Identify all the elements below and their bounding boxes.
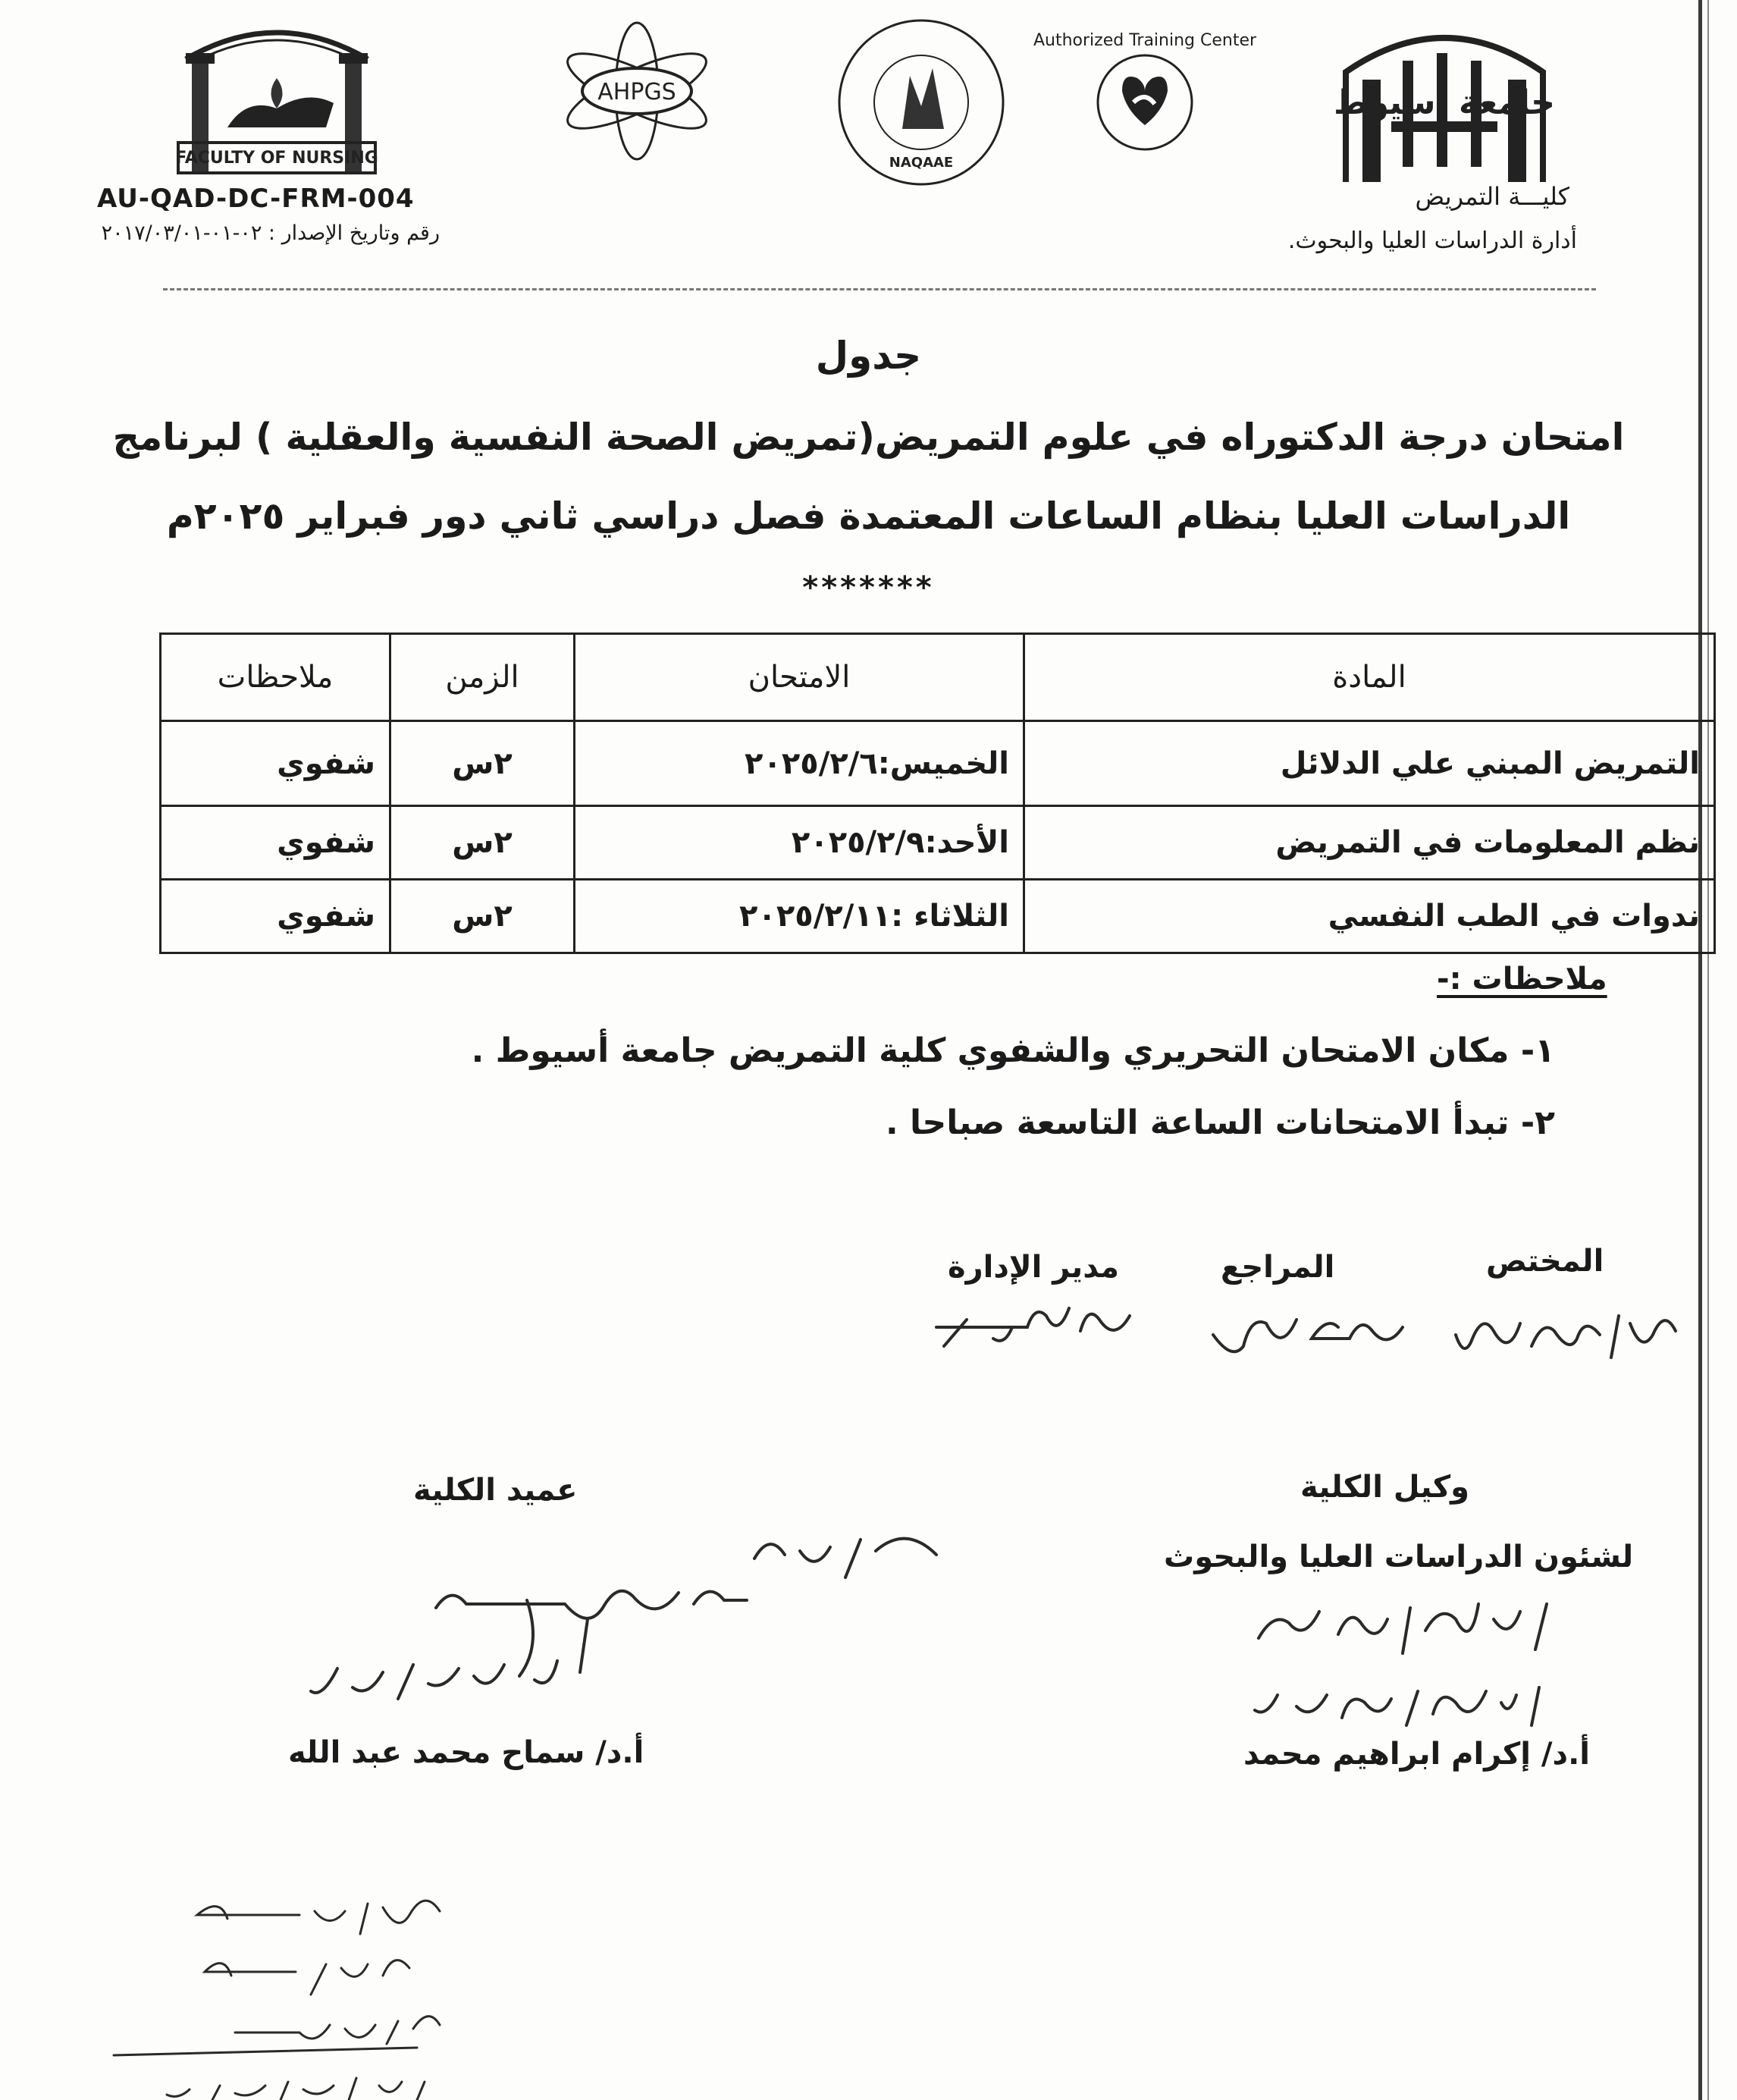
cell-notes: شفوي xyxy=(161,806,390,880)
nursing-logo-text: FACULTY OF NURSING xyxy=(175,149,378,168)
header-notes: ملاحظات xyxy=(161,634,390,721)
aha-training-center-logo xyxy=(1033,19,1257,186)
table-row xyxy=(161,880,1715,953)
ahpgs-logo xyxy=(550,19,724,163)
cell-subject: ندوات في الطب النفسي xyxy=(1024,880,1715,953)
naqaae-logo-text: NAQAAE xyxy=(889,155,954,171)
note-item: ٢- تبدأ الامتحانات الساعة التاسعة صباحا . xyxy=(885,1103,1555,1142)
table-row xyxy=(161,806,1715,880)
aha-logo-text: Authorized Training Center xyxy=(1033,31,1257,50)
note-item: ١- مكان الامتحان التحريري والشفوي كلية التمريض جامعة أسيوط . xyxy=(471,1031,1555,1070)
ahpgs-logo-text: AHPGS xyxy=(597,79,676,105)
cell-duration: ٢س xyxy=(390,880,575,953)
reviewer-signature xyxy=(1198,1293,1418,1369)
title-line-2: الدراسات العليا بنظام الساعات المعتمدة فصل دراسي ثاني دور فبراير ٢٠٢٥م xyxy=(166,494,1571,538)
issue-number-date: رقم وتاريخ الإصدار : ٠٢-٠١-٢٠١٧/٠٣/٠١ xyxy=(101,221,440,245)
naqaae-logo xyxy=(834,15,1008,190)
notes-heading: ملاحظات :- xyxy=(1437,962,1607,997)
scan-edge xyxy=(1698,0,1702,2100)
reviewer-label: المراجع xyxy=(1221,1250,1335,1285)
scan-edge-inner xyxy=(1707,0,1709,2100)
cell-notes: شفوي xyxy=(161,880,390,953)
department-name: أدارة الدراسات العليا والبحوث. xyxy=(1287,228,1577,254)
cell-subject: التمريض المبني علي الدلائل xyxy=(1024,721,1715,806)
specialist-label: المختص xyxy=(1486,1244,1604,1279)
vice-dean-name: أ.د/ إكرام ابراهيم محمد xyxy=(1243,1737,1590,1772)
document-heading: جدول xyxy=(815,334,922,378)
form-code: AU-QAD-DC-FRM-004 xyxy=(97,184,415,214)
title-stars: ******* xyxy=(802,570,935,605)
header-divider xyxy=(163,288,1596,290)
header-time: الزمن xyxy=(390,634,575,721)
specialist-signature xyxy=(1448,1293,1691,1376)
cell-subject: نظم المعلومات في التمريض xyxy=(1024,806,1715,880)
admin-manager-signature xyxy=(921,1285,1141,1369)
cell-notes: شفوي xyxy=(161,721,390,806)
cell-exam-date: الأحد:٢٠٢٥/٢/٩ xyxy=(575,806,1024,880)
cell-exam-date: الخميس:٢٠٢٥/٢/٦ xyxy=(575,721,1024,806)
dean-title: عميد الكلية xyxy=(413,1473,578,1508)
table-row xyxy=(161,721,1715,806)
vice-dean-signature xyxy=(1243,1581,1562,1741)
university-logo-text: جامعة أسيوط xyxy=(1334,83,1555,122)
header-exam: الامتحان xyxy=(575,634,1024,721)
dean-signature xyxy=(299,1509,967,1737)
vice-dean-subtitle: لشئون الدراسات العليا والبحوث xyxy=(1164,1540,1634,1574)
cell-duration: ٢س xyxy=(390,721,575,806)
handwritten-annotation xyxy=(106,1873,531,2100)
cell-exam-date: الثلاثاء :٢٠٢٥/٢/١١ xyxy=(575,880,1024,953)
faculty-name: كليـــة التمريض xyxy=(1415,182,1569,211)
admin-manager-label: مدير الإدارة xyxy=(948,1250,1120,1285)
cell-duration: ٢س xyxy=(390,806,575,880)
assiut-university-logo xyxy=(1331,19,1558,182)
header-subject: المادة xyxy=(1024,634,1715,721)
table-header-row xyxy=(161,634,1715,721)
nursing-faculty-logo xyxy=(163,14,390,188)
exam-schedule-table xyxy=(159,633,1716,954)
vice-dean-title: وكيل الكلية xyxy=(1300,1470,1469,1505)
dean-name: أ.د/ سماح محمد عبد الله xyxy=(288,1735,644,1770)
title-line-1: امتحان درجة الدكتوراه في علوم التمريض(تمريض الصحة النفسية والعقلية ) لبرنامج xyxy=(112,416,1625,459)
